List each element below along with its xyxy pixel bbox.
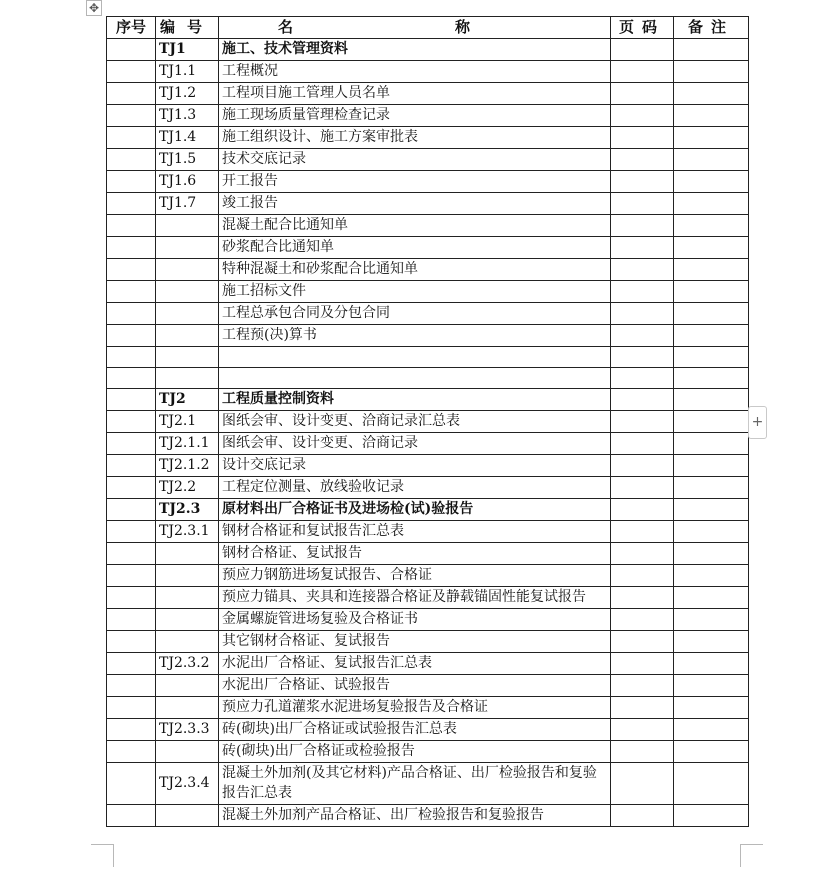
- name-cell[interactable]: 钢材合格证、复试报告: [219, 543, 611, 565]
- name-cell[interactable]: 设计交底记录: [219, 455, 611, 477]
- page-cell[interactable]: [611, 105, 674, 127]
- table-row: [107, 608, 749, 630]
- serial-cell[interactable]: [107, 259, 156, 281]
- note-cell[interactable]: [674, 389, 749, 411]
- note-cell[interactable]: [674, 281, 749, 303]
- note-cell[interactable]: [674, 347, 749, 368]
- page-cell[interactable]: [611, 149, 674, 171]
- serial-cell[interactable]: [107, 543, 156, 565]
- code-cell[interactable]: TJ1.3: [156, 105, 219, 127]
- code-cell[interactable]: TJ1.1: [156, 61, 219, 83]
- name-cell[interactable]: 竣工报告: [219, 193, 611, 215]
- table-body: [107, 39, 749, 827]
- name-cell[interactable]: 图纸会审、设计变更、洽商记录: [219, 433, 611, 455]
- page-cell[interactable]: [611, 433, 674, 455]
- code-cell[interactable]: TJ2.3: [156, 499, 219, 521]
- page-cell[interactable]: [611, 368, 674, 389]
- header-name-part-2: 称: [455, 18, 471, 36]
- header-name: [219, 17, 611, 39]
- page-cell[interactable]: [611, 39, 674, 61]
- note-cell[interactable]: [674, 411, 749, 433]
- name-cell[interactable]: 工程总承包合同及分包合同: [219, 303, 611, 325]
- table-row: [107, 105, 749, 127]
- code-cell[interactable]: TJ2.1: [156, 411, 219, 433]
- table-row: [107, 259, 749, 281]
- serial-cell[interactable]: [107, 477, 156, 499]
- add-row-icon: +: [751, 414, 764, 430]
- name-cell[interactable]: 砖(砌块)出厂合格证或检验报告: [219, 740, 611, 762]
- note-cell[interactable]: [674, 608, 749, 630]
- code-cell[interactable]: [156, 281, 219, 303]
- name-cell[interactable]: 其它钢材合格证、复试报告: [219, 630, 611, 652]
- note-cell[interactable]: [674, 303, 749, 325]
- table-row: [107, 455, 749, 477]
- name-cell[interactable]: 施工招标文件: [219, 281, 611, 303]
- page-cell[interactable]: [611, 61, 674, 83]
- page-cell[interactable]: [611, 630, 674, 652]
- note-cell[interactable]: [674, 477, 749, 499]
- serial-cell[interactable]: [107, 696, 156, 718]
- code-cell[interactable]: TJ2.3.2: [156, 652, 219, 674]
- table-row: [107, 281, 749, 303]
- code-cell[interactable]: TJ2.3.4: [156, 762, 219, 804]
- code-cell[interactable]: [156, 608, 219, 630]
- table-row: [107, 39, 749, 61]
- serial-cell[interactable]: [107, 608, 156, 630]
- code-cell[interactable]: TJ2: [156, 389, 219, 411]
- code-cell[interactable]: TJ1.6: [156, 171, 219, 193]
- page-corner-mark-left: [91, 844, 114, 867]
- note-cell[interactable]: [674, 433, 749, 455]
- note-cell[interactable]: [674, 325, 749, 347]
- note-cell[interactable]: [674, 259, 749, 281]
- header-code: 编号: [156, 17, 219, 39]
- table-row: [107, 565, 749, 587]
- page-cell[interactable]: [611, 804, 674, 826]
- name-cell[interactable]: 混凝土配合比通知单: [219, 215, 611, 237]
- name-cell[interactable]: 开工报告: [219, 171, 611, 193]
- name-cell[interactable]: 技术交底记录: [219, 149, 611, 171]
- table-header-row: [107, 17, 749, 39]
- table-row: [107, 368, 749, 389]
- table-row: [107, 215, 749, 237]
- note-cell[interactable]: [674, 740, 749, 762]
- note-cell[interactable]: [674, 61, 749, 83]
- page-cell[interactable]: [611, 325, 674, 347]
- serial-cell[interactable]: [107, 565, 156, 587]
- name-cell[interactable]: [219, 368, 611, 389]
- name-cell[interactable]: 工程质量控制资料: [219, 389, 611, 411]
- code-cell[interactable]: [156, 804, 219, 826]
- table-row: [107, 696, 749, 718]
- serial-cell[interactable]: [107, 215, 156, 237]
- page-cell[interactable]: [611, 543, 674, 565]
- table-row: [107, 718, 749, 740]
- note-cell[interactable]: [674, 587, 749, 609]
- name-cell[interactable]: 特种混凝土和砂浆配合比通知单: [219, 259, 611, 281]
- code-cell[interactable]: TJ2.2: [156, 477, 219, 499]
- name-cell[interactable]: 金属螺旋管进场复验及合格证书: [219, 608, 611, 630]
- name-cell[interactable]: 工程预(决)算书: [219, 325, 611, 347]
- code-cell[interactable]: [156, 259, 219, 281]
- page-cell[interactable]: [611, 281, 674, 303]
- name-cell[interactable]: 工程定位测量、放线验收记录: [219, 477, 611, 499]
- name-cell[interactable]: 混凝土外加剂(及其它材料)产品合格证、出厂检验报告和复验报告汇总表: [219, 762, 611, 804]
- page-cell[interactable]: [611, 608, 674, 630]
- code-cell[interactable]: [156, 368, 219, 389]
- note-cell[interactable]: [674, 127, 749, 149]
- serial-cell[interactable]: [107, 171, 156, 193]
- code-cell[interactable]: TJ1: [156, 39, 219, 61]
- note-cell[interactable]: [674, 149, 749, 171]
- serial-cell[interactable]: [107, 193, 156, 215]
- page-cell[interactable]: [611, 477, 674, 499]
- table-row: [107, 149, 749, 171]
- serial-cell[interactable]: [107, 83, 156, 105]
- table-row: [107, 543, 749, 565]
- move-icon: ✥: [88, 1, 100, 15]
- page-cell[interactable]: [611, 303, 674, 325]
- code-cell[interactable]: TJ2.3.3: [156, 718, 219, 740]
- note-cell[interactable]: [674, 237, 749, 259]
- serial-cell[interactable]: [107, 455, 156, 477]
- code-cell[interactable]: [156, 696, 219, 718]
- name-cell[interactable]: 工程项目施工管理人员名单: [219, 83, 611, 105]
- serial-cell[interactable]: [107, 587, 156, 609]
- code-cell[interactable]: TJ2.3.1: [156, 521, 219, 543]
- page-cell[interactable]: [611, 521, 674, 543]
- serial-cell[interactable]: [107, 303, 156, 325]
- name-cell[interactable]: [219, 347, 611, 368]
- header-name-part-1: 名: [278, 18, 294, 36]
- page-cell[interactable]: [611, 696, 674, 718]
- code-cell[interactable]: [156, 543, 219, 565]
- note-cell[interactable]: [674, 652, 749, 674]
- serial-cell[interactable]: [107, 762, 156, 804]
- code-cell[interactable]: TJ1.4: [156, 127, 219, 149]
- page-cell[interactable]: [611, 762, 674, 804]
- code-cell[interactable]: [156, 565, 219, 587]
- table-row: [107, 347, 749, 368]
- serial-cell[interactable]: [107, 368, 156, 389]
- serial-cell[interactable]: [107, 674, 156, 696]
- serial-cell[interactable]: [107, 389, 156, 411]
- page-cell[interactable]: [611, 587, 674, 609]
- code-cell[interactable]: [156, 674, 219, 696]
- page-cell[interactable]: [611, 193, 674, 215]
- code-cell[interactable]: TJ1.7: [156, 193, 219, 215]
- table-row: [107, 127, 749, 149]
- code-cell[interactable]: [156, 630, 219, 652]
- name-cell[interactable]: 水泥出厂合格证、试验报告: [219, 674, 611, 696]
- page-cell[interactable]: [611, 740, 674, 762]
- note-cell[interactable]: [674, 696, 749, 718]
- note-cell[interactable]: [674, 83, 749, 105]
- note-cell[interactable]: [674, 521, 749, 543]
- code-cell[interactable]: TJ1.5: [156, 149, 219, 171]
- serial-cell[interactable]: [107, 325, 156, 347]
- serial-cell[interactable]: [107, 347, 156, 368]
- note-cell[interactable]: [674, 543, 749, 565]
- table-row: [107, 325, 749, 347]
- name-cell[interactable]: 图纸会审、设计变更、洽商记录汇总表: [219, 411, 611, 433]
- page-cell[interactable]: [611, 455, 674, 477]
- page-cell[interactable]: [611, 171, 674, 193]
- page-cell[interactable]: [611, 237, 674, 259]
- table-row: [107, 411, 749, 433]
- serial-cell[interactable]: [107, 433, 156, 455]
- note-cell[interactable]: [674, 804, 749, 826]
- header-page: 页码: [611, 17, 674, 39]
- serial-cell[interactable]: [107, 652, 156, 674]
- table-row: [107, 674, 749, 696]
- code-cell[interactable]: [156, 347, 219, 368]
- code-cell[interactable]: [156, 215, 219, 237]
- note-cell[interactable]: [674, 565, 749, 587]
- contents-table: [106, 16, 749, 827]
- name-cell[interactable]: 施工、技术管理资料: [219, 39, 611, 61]
- note-cell[interactable]: [674, 368, 749, 389]
- name-cell[interactable]: 砂浆配合比通知单: [219, 237, 611, 259]
- code-cell[interactable]: [156, 303, 219, 325]
- name-cell[interactable]: 施工现场质量管理检查记录: [219, 105, 611, 127]
- table-row: [107, 83, 749, 105]
- serial-cell[interactable]: [107, 521, 156, 543]
- table-row: [107, 303, 749, 325]
- name-cell[interactable]: 水泥出厂合格证、复试报告汇总表: [219, 652, 611, 674]
- page-cell[interactable]: [611, 499, 674, 521]
- serial-cell[interactable]: [107, 718, 156, 740]
- serial-cell[interactable]: [107, 39, 156, 61]
- page-cell[interactable]: [611, 565, 674, 587]
- serial-cell[interactable]: [107, 61, 156, 83]
- name-cell[interactable]: 工程概况: [219, 61, 611, 83]
- name-cell[interactable]: 预应力孔道灌浆水泥进场复验报告及合格证: [219, 696, 611, 718]
- page-cell[interactable]: [611, 389, 674, 411]
- page-cell[interactable]: [611, 259, 674, 281]
- note-cell[interactable]: [674, 499, 749, 521]
- name-cell[interactable]: 施工组织设计、施工方案审批表: [219, 127, 611, 149]
- table-row: [107, 171, 749, 193]
- note-cell[interactable]: [674, 105, 749, 127]
- table-row: [107, 630, 749, 652]
- name-cell[interactable]: 原材料出厂合格证书及进场检(试)验报告: [219, 499, 611, 521]
- page-cell[interactable]: [611, 674, 674, 696]
- page-cell[interactable]: [611, 411, 674, 433]
- page-corner-mark-right: [740, 844, 763, 867]
- code-cell[interactable]: [156, 237, 219, 259]
- header-serial: 序号: [107, 17, 156, 39]
- page-cell[interactable]: [611, 83, 674, 105]
- serial-cell[interactable]: [107, 411, 156, 433]
- code-cell[interactable]: [156, 740, 219, 762]
- table-move-handle[interactable]: [86, 0, 102, 16]
- table-row: [107, 587, 749, 609]
- serial-cell[interactable]: [107, 127, 156, 149]
- page-cell[interactable]: [611, 652, 674, 674]
- serial-cell[interactable]: [107, 281, 156, 303]
- note-cell[interactable]: [674, 215, 749, 237]
- add-row-handle[interactable]: [748, 406, 767, 439]
- table-row: [107, 193, 749, 215]
- name-cell[interactable]: 钢材合格证和复试报告汇总表: [219, 521, 611, 543]
- page-cell[interactable]: [611, 347, 674, 368]
- name-cell[interactable]: 预应力钢筋进场复试报告、合格证: [219, 565, 611, 587]
- note-cell[interactable]: [674, 171, 749, 193]
- code-cell[interactable]: TJ1.2: [156, 83, 219, 105]
- serial-cell[interactable]: [107, 630, 156, 652]
- note-cell[interactable]: [674, 39, 749, 61]
- table-row: [107, 477, 749, 499]
- table-row: [107, 652, 749, 674]
- table-row: [107, 499, 749, 521]
- note-cell[interactable]: [674, 718, 749, 740]
- code-cell[interactable]: TJ2.1.1: [156, 433, 219, 455]
- code-cell[interactable]: [156, 587, 219, 609]
- serial-cell[interactable]: [107, 237, 156, 259]
- table-row: [107, 237, 749, 259]
- serial-cell[interactable]: [107, 740, 156, 762]
- note-cell[interactable]: [674, 193, 749, 215]
- page-cell[interactable]: [611, 127, 674, 149]
- name-cell[interactable]: 混凝土外加剂产品合格证、出厂检验报告和复验报告: [219, 804, 611, 826]
- table-row: [107, 433, 749, 455]
- table-row: [107, 521, 749, 543]
- code-cell[interactable]: [156, 325, 219, 347]
- serial-cell[interactable]: [107, 499, 156, 521]
- table-row: [107, 740, 749, 762]
- table-row: [107, 804, 749, 826]
- serial-cell[interactable]: [107, 105, 156, 127]
- note-cell[interactable]: [674, 762, 749, 804]
- page-cell[interactable]: [611, 718, 674, 740]
- note-cell[interactable]: [674, 674, 749, 696]
- serial-cell[interactable]: [107, 149, 156, 171]
- note-cell[interactable]: [674, 455, 749, 477]
- name-cell[interactable]: 砖(砌块)出厂合格证或试验报告汇总表: [219, 718, 611, 740]
- serial-cell[interactable]: [107, 804, 156, 826]
- header-note: 备注: [674, 17, 749, 39]
- note-cell[interactable]: [674, 630, 749, 652]
- name-cell[interactable]: 预应力锚具、夹具和连接器合格证及静载锚固性能复试报告: [219, 587, 611, 609]
- table-row: [107, 762, 749, 804]
- code-cell[interactable]: TJ2.1.2: [156, 455, 219, 477]
- table-row: [107, 389, 749, 411]
- table-row: [107, 61, 749, 83]
- page-cell[interactable]: [611, 215, 674, 237]
